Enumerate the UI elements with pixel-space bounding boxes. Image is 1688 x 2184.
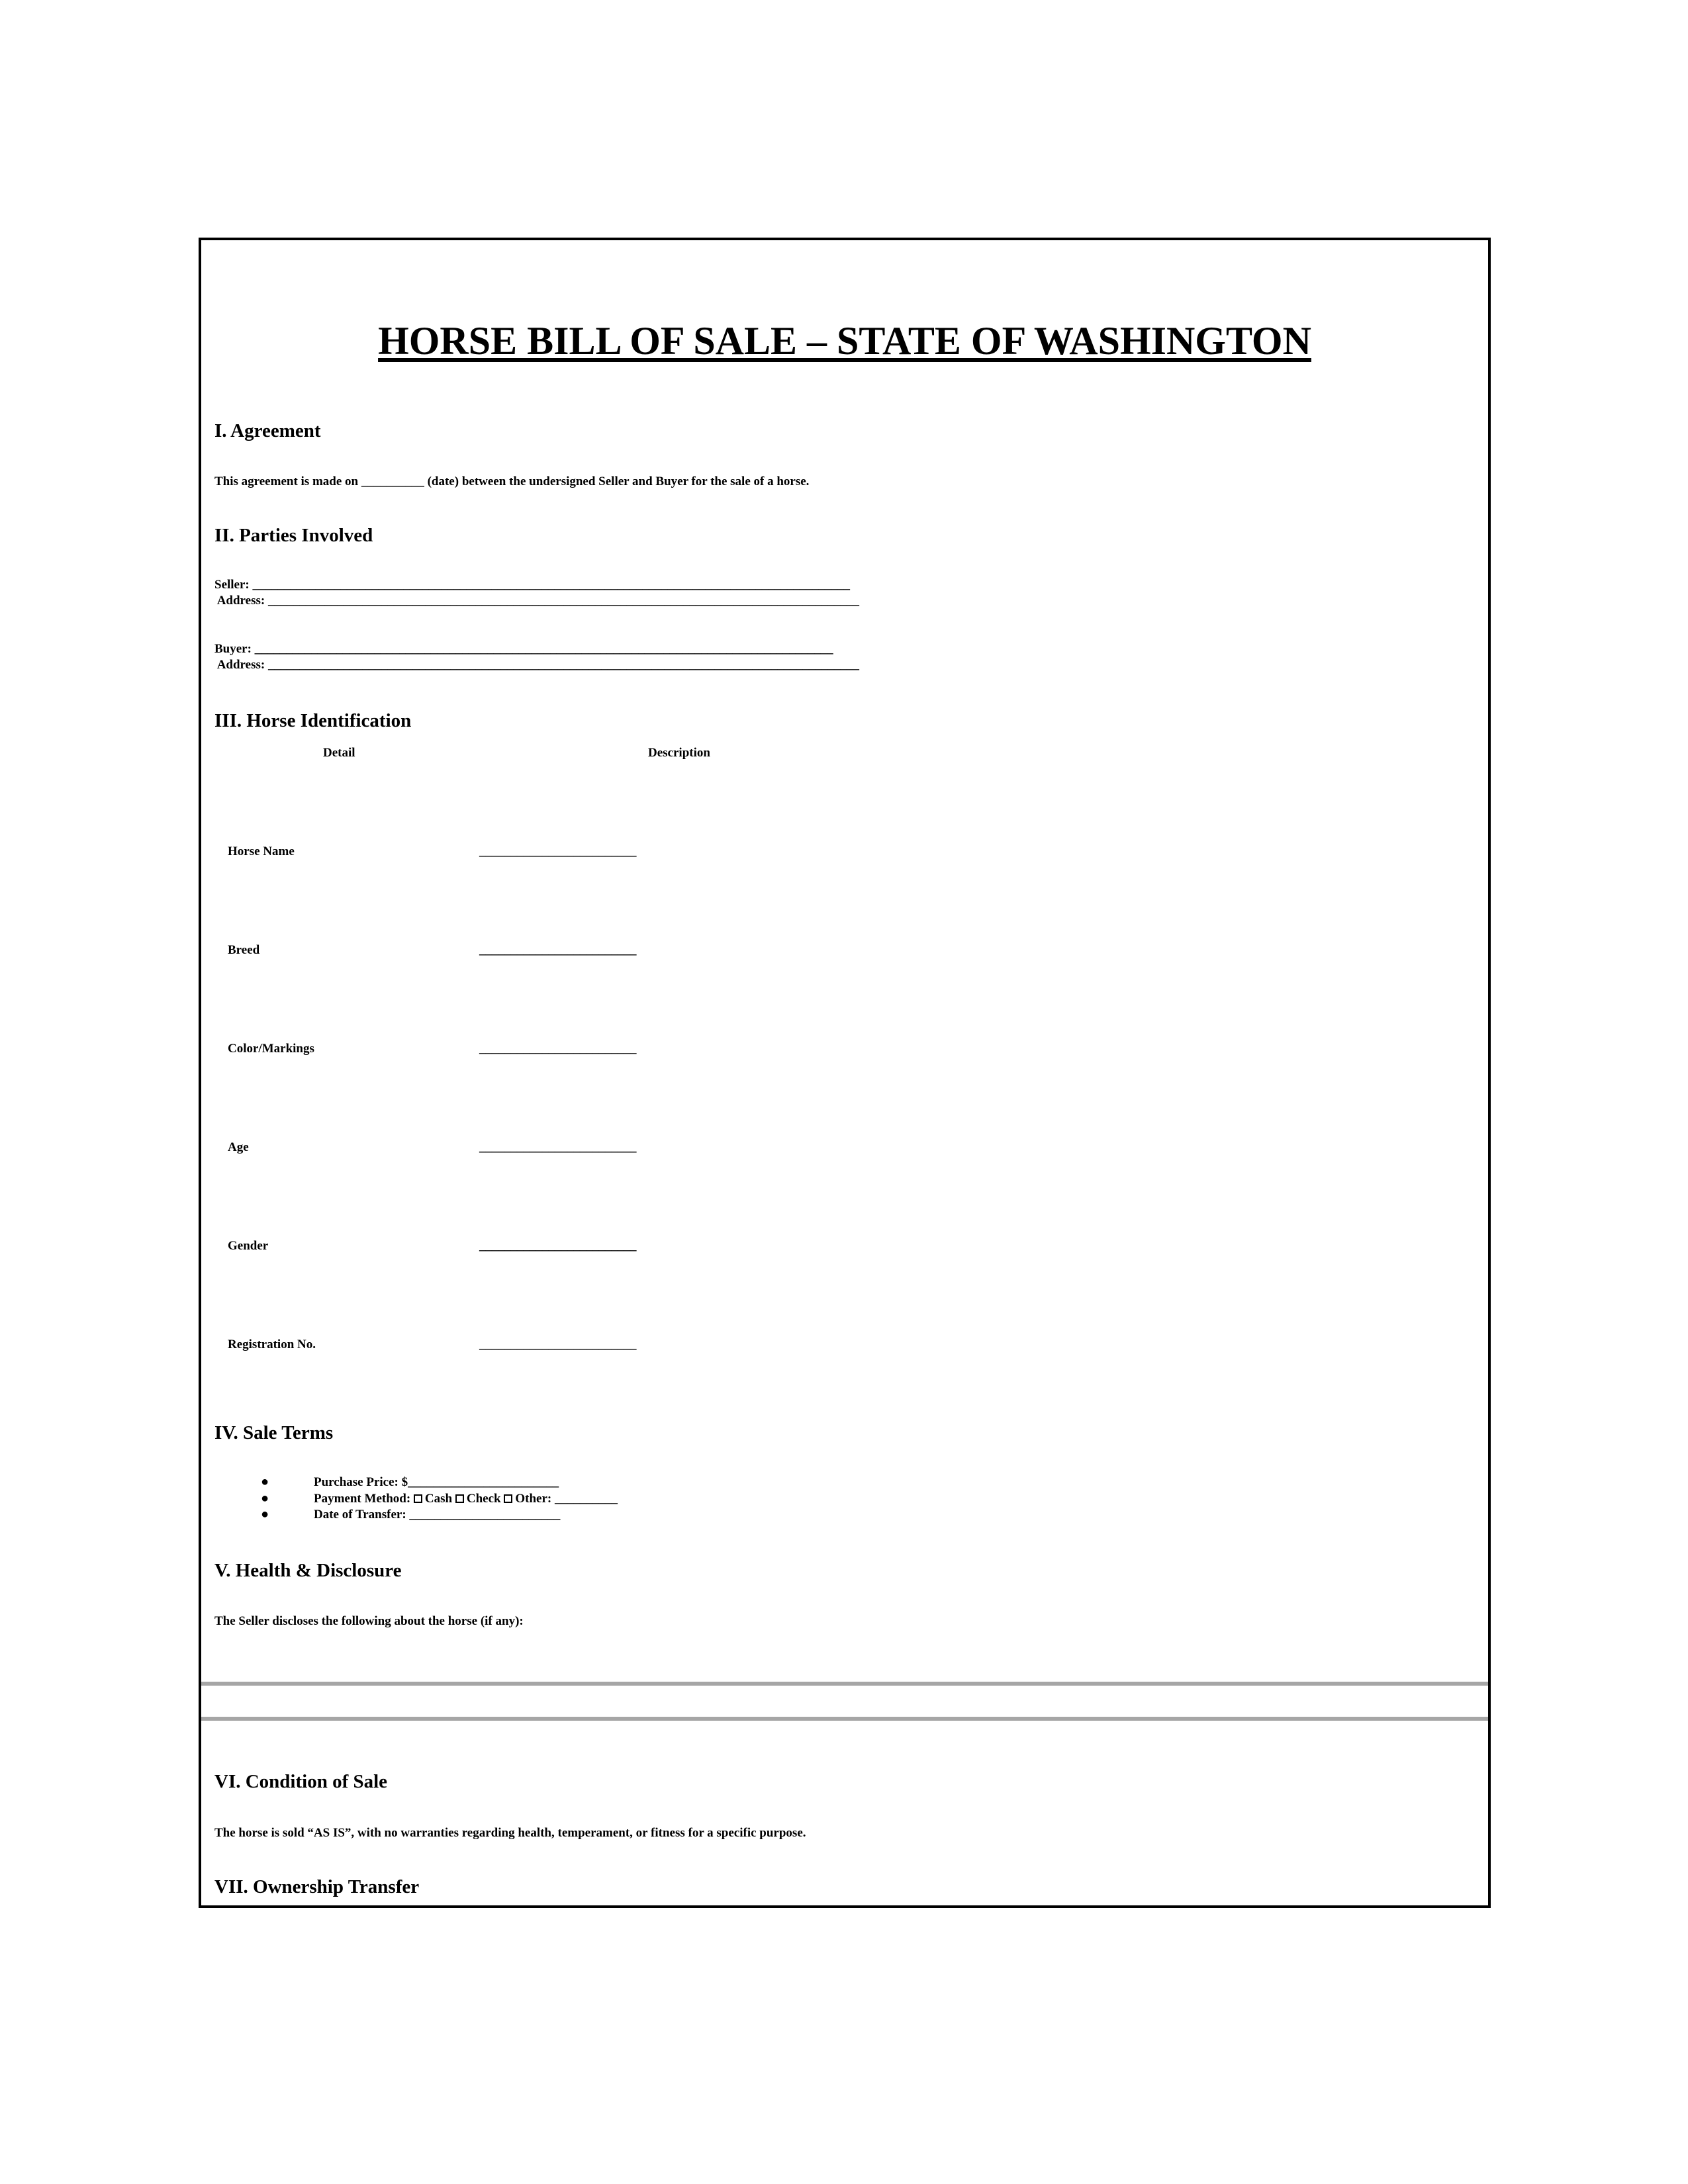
horse-row-label: Breed [228,943,260,957]
bullet-icon: ● [261,1507,269,1522]
payment-method-label: Payment Method: [314,1492,411,1506]
purchase-price-field[interactable]: Purchase Price: $________________________ [314,1475,559,1489]
horse-row-value[interactable]: _________________________ [479,844,637,858]
section-heading-agreement: I. Agreement [214,420,321,441]
divider-line [201,1717,1488,1721]
buyer-address-field[interactable]: Address: ______________________________________________________________________________________________ [214,658,859,672]
bullet-icon: ● [261,1491,269,1506]
section-heading-sale-terms: IV. Sale Terms [214,1422,334,1443]
horse-row-value[interactable]: _________________________ [479,1140,637,1154]
seller-address-field[interactable]: Address: ______________________________________________________________________________________________ [214,594,859,608]
other-checkbox[interactable] [504,1494,512,1503]
condition-text: The horse is sold “AS IS”, with no warranties regarding health, temperament, or fitness for a specific purpose. [214,1826,806,1840]
buyer-field[interactable]: Buyer: ____________________________________________________________________________________________ [214,642,833,656]
section-heading-health: V. Health & Disclosure [214,1560,402,1581]
section-heading-condition: VI. Condition of Sale [214,1771,388,1792]
check-checkbox[interactable] [455,1494,464,1503]
section-heading-ownership: VII. Ownership Transfer [214,1876,420,1897]
horse-row-value[interactable]: _________________________ [479,943,637,957]
bullet-icon: ● [261,1475,269,1489]
section-heading-parties: II. Parties Involved [214,525,373,546]
horse-row-value[interactable]: _________________________ [479,1042,637,1056]
column-header-description: Description [648,746,710,760]
other-label: Other: __________ [515,1492,618,1506]
document-frame [199,238,1491,1908]
document-title: HORSE BILL OF SALE – STATE OF WASHINGTON [378,319,1311,363]
column-header-detail: Detail [323,746,355,760]
section-heading-horse-identification: III. Horse Identification [214,710,412,731]
seller-field[interactable]: Seller: _______________________________________________________________________________________________ [214,578,851,592]
agreement-text: This agreement is made on __________ (date) between the undersigned Seller and Buyer for the sale of a horse. [214,475,810,488]
horse-row-value[interactable]: _________________________ [479,1338,637,1351]
payment-method-row [314,1492,618,1506]
check-label: Check [466,1492,501,1506]
divider-line [201,1682,1488,1686]
horse-row-label: Registration No. [228,1338,316,1351]
date-of-transfer-field[interactable]: Date of Transfer: ________________________ [314,1508,561,1522]
horse-row-label: Color/Markings [228,1042,314,1056]
cash-label: Cash [424,1492,453,1506]
health-text: The Seller discloses the following about the horse (if any): [214,1614,524,1628]
horse-row-value[interactable]: _________________________ [479,1239,637,1253]
horse-row-label: Gender [228,1239,269,1253]
cash-checkbox[interactable] [414,1494,422,1503]
horse-row-label: Age [228,1140,249,1154]
horse-row-label: Horse Name [228,844,295,858]
